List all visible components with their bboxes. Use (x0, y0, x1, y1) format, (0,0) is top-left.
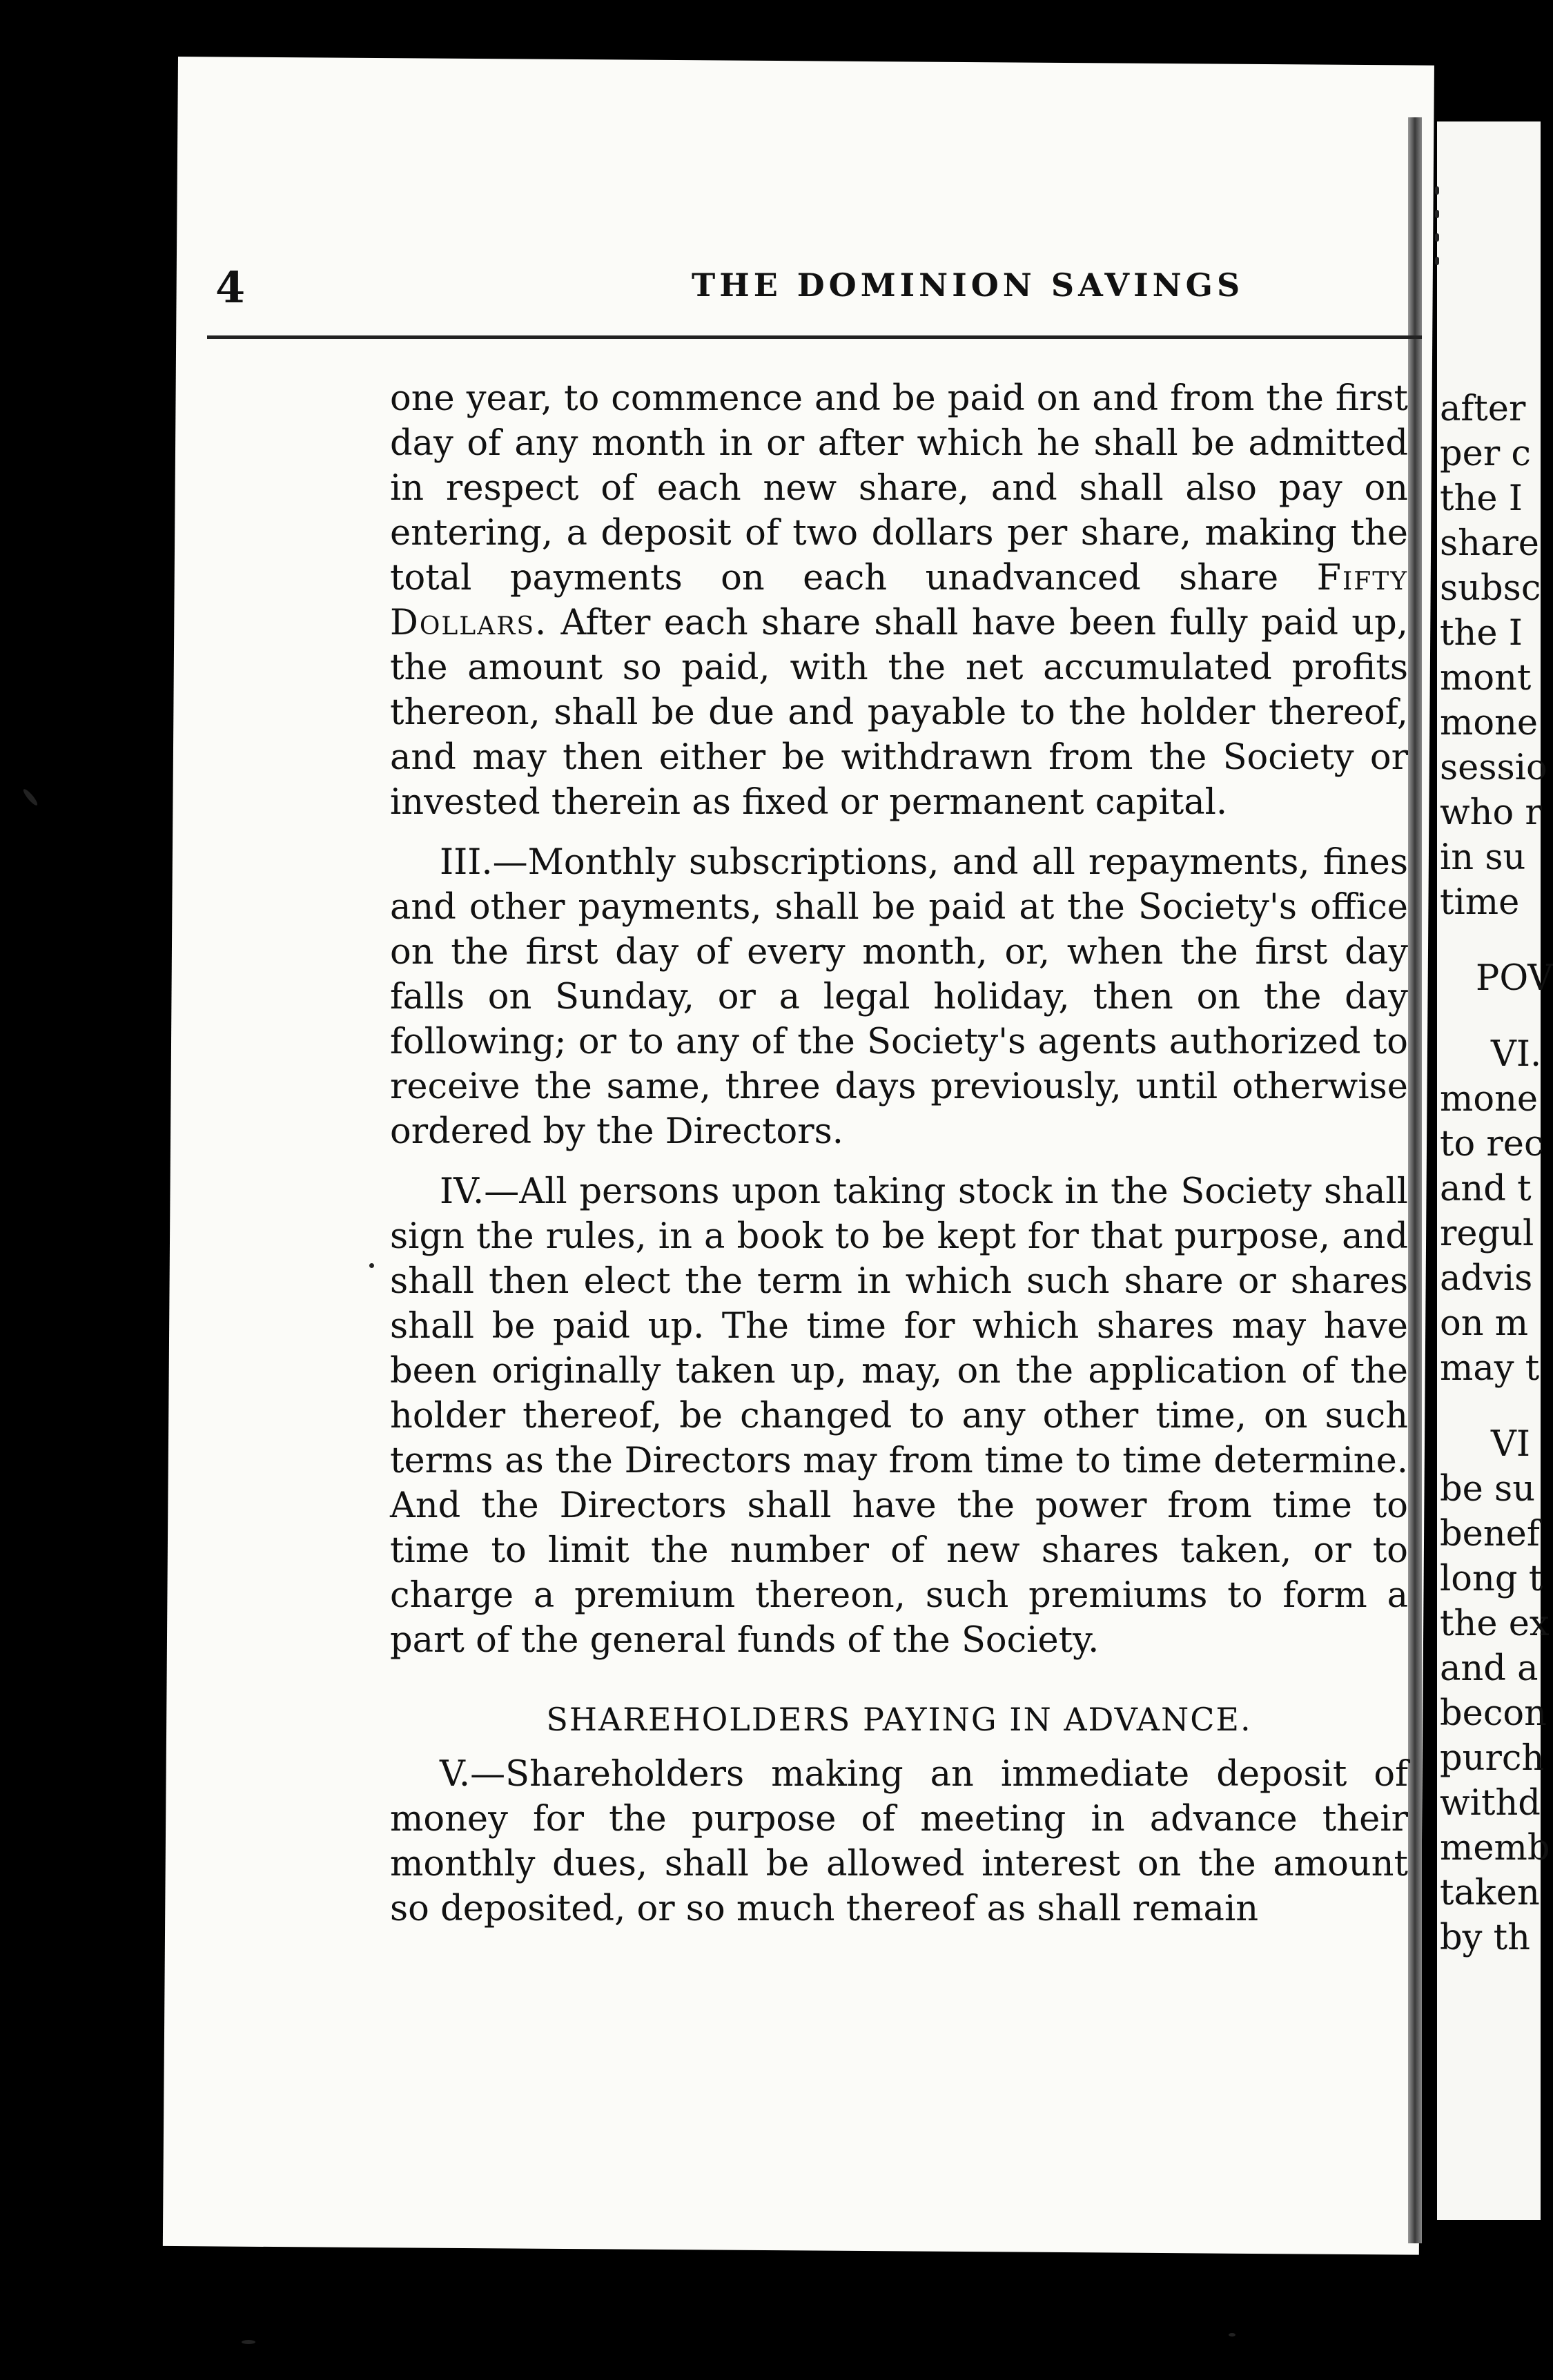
facing-line: and a (1440, 1648, 1539, 1689)
facing-line: memb (1440, 1828, 1550, 1869)
main-text-column (390, 376, 1408, 1947)
page-number: 4 (215, 262, 246, 313)
facing-line: the I (1440, 478, 1523, 519)
facing-line: and t (1440, 1169, 1532, 1209)
facing-line: to rec (1440, 1124, 1544, 1164)
facing-line: in su (1440, 837, 1526, 878)
book-gutter (1408, 117, 1422, 2243)
facing-line: subsc (1440, 568, 1541, 609)
article-iv: IV.—All persons upon taking stock in the Society shall sign the rules, in a book to be kept for that purpose, and shall then elect the term in which such share or shares shall be paid up. The time for which shares may have been originally taken up, may, on the application of the holder thereof, be changed to any other time, on such terms as the Directors may from time to time determine. And the Directors shall have the power from time to time to limit the number of new shares taken, or to charge a premium thereon, such premiums to form a part of the general funds of the Society. (390, 1171, 1408, 1661)
facing-line: share (1440, 523, 1539, 564)
facing-line: time (1440, 882, 1520, 923)
paragraph-continued: one year, to commence and be paid on and from the first day of any month in or after which he shall be admitted in respect of each new share, and shall also pay on entering, a deposit of two dollars per share, making the total payments on each unadvanced share Fifty Dollars. After each share shall have been fully paid up, the amount so paid, with the net accumulated profits thereon, shall be due and payable to the holder thereof, and may then either be withdrawn from the Society or invested therein as fixed or permanent capital. (390, 378, 1409, 823)
facing-line: regul (1440, 1213, 1534, 1254)
facing-line: be su (1440, 1469, 1536, 1510)
facing-line: the I (1440, 613, 1523, 654)
facing-line: VI. (1491, 1034, 1542, 1075)
amount-smallcaps: Fifty Dollars. (390, 558, 1409, 643)
facing-line: becon (1440, 1693, 1547, 1734)
article-v: V.—Shareholders making an immediate deposit of money for the purpose of meeting in advance their monthly dues, shall be allowed interest on the amount so deposited, or so much thereof as shall remain (390, 1754, 1408, 1929)
facing-line: taken (1440, 1873, 1540, 1913)
facing-line: may t (1440, 1348, 1540, 1389)
facing-line: on m (1440, 1303, 1529, 1344)
facing-page-text (1440, 387, 1553, 1960)
facing-line: who r (1440, 792, 1542, 833)
facing-line: benef (1440, 1514, 1540, 1554)
facing-heading: POV (1476, 958, 1553, 999)
facing-line: long t (1440, 1559, 1543, 1599)
facing-line: advis (1440, 1258, 1533, 1299)
facing-line: mone (1440, 1079, 1539, 1120)
facing-line: per c (1440, 433, 1531, 474)
facing-line: sessio (1440, 748, 1547, 788)
spine-marks (1432, 179, 1442, 318)
section-heading: SHAREHOLDERS PAYING IN ADVANCE. (546, 1701, 1252, 1738)
article-iii: III.—Monthly subscriptions, and all repayments, fines and other payments, shall be paid at the Society's office on the first day of every month, or, when the first day falls on Sunday, or a legal holiday, then on the day following; or to any of the Society's agents authorized to receive the same, three days previously, until otherwise ordered by the Directors. (390, 842, 1408, 1152)
facing-line: VI (1491, 1424, 1530, 1465)
facing-line: purch (1440, 1738, 1545, 1779)
header-rule (207, 335, 1422, 339)
facing-line: after (1440, 389, 1526, 429)
facing-line: mone (1440, 703, 1539, 743)
running-head: THE DOMINION SAVINGS (692, 266, 1244, 304)
page-header (215, 262, 1389, 318)
facing-line: withd (1440, 1783, 1541, 1824)
facing-line: by th (1440, 1918, 1531, 1958)
facing-line: the ex (1440, 1603, 1550, 1644)
facing-line: mont (1440, 658, 1532, 699)
